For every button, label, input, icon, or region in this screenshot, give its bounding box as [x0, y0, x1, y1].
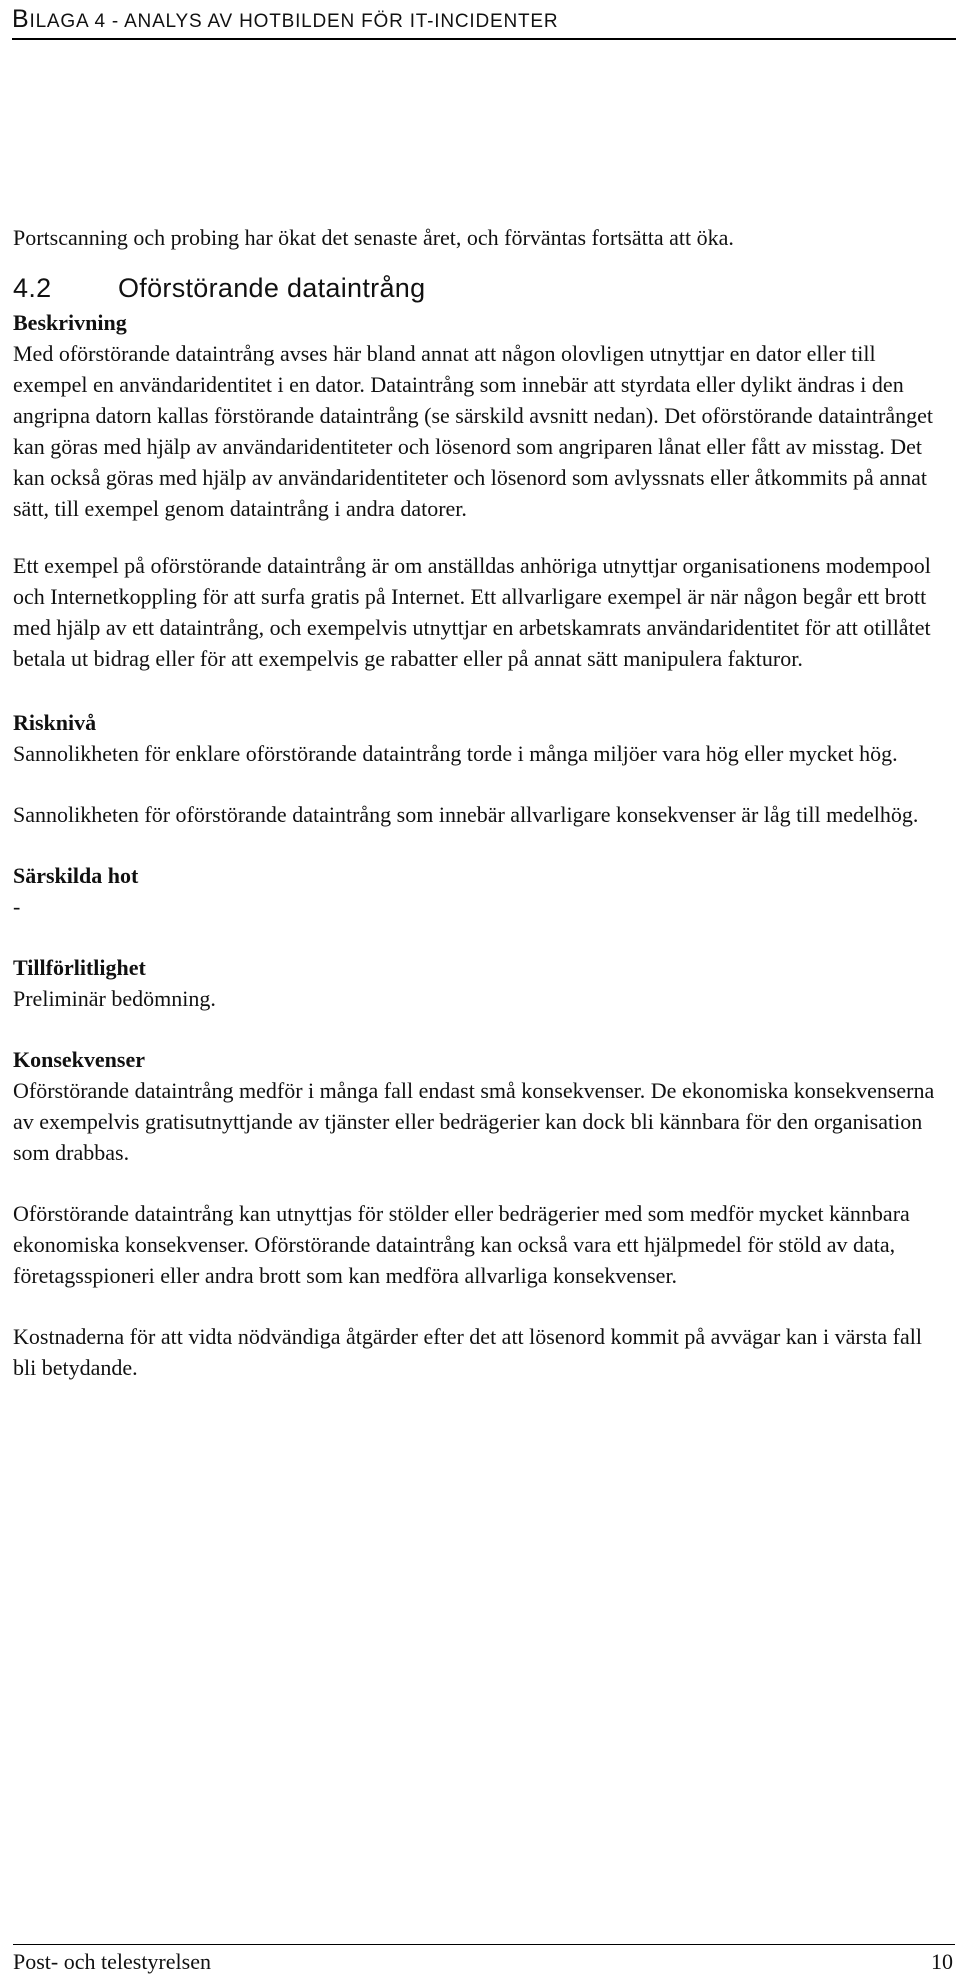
intro-paragraph: Portscanning och probing har ökat det senaste året, och förväntas fortsätta att öka.	[13, 225, 734, 250]
section-heading	[13, 271, 943, 305]
konsekvenser-paragraph-3: Kostnaderna för att vidta nödvändiga åtgärder efter det att lösenord kommit på avvägar kan i värsta fall bli betydande.	[13, 1324, 922, 1380]
riskniva-heading: Risknivå	[13, 710, 97, 735]
sarskilda-hot-text: -	[13, 894, 21, 919]
beskrivning-paragraph-2: Ett exempel på oförstörande dataintrång är om anställdas anhöriga utnyttjar organisationens modempool och Internetkoppling för att surfa gratis på Internet. Ett allvarligare exempel är när någon begår ett brott med hjälp av ett dataintrång, och exempelvis utnyttjar en arbetskamrats användaridentitet för att otillåtet betala ut bidrag eller för att exempelvis ge rabatter eller på annat sätt manipulera fakturor.	[13, 553, 931, 671]
section-number: 4.2	[13, 273, 52, 303]
riskniva-paragraph-1: Sannolikheten för enklare oförstörande dataintrång torde i många miljöer vara hög eller mycket hög.	[13, 741, 898, 766]
footer-organization: Post- och telestyrelsen	[13, 1949, 211, 1974]
beskrivning-heading: Beskrivning	[13, 310, 127, 335]
main-content	[13, 222, 943, 1383]
header-title: ILAGA 4 - ANALYS AV HOTBILDEN FÖR IT-INCIDENTER	[29, 11, 559, 32]
tillforlitlighet-heading: Tillförlitlighet	[13, 955, 146, 980]
konsekvenser-paragraph-1: Oförstörande dataintrång medför i många fall endast små konsekvenser. De ekonomiska konsekvenserna av exempelvis gratisutnyttjande av tjänster eller bedrägerier kan dock bli kännbara för den organisation som drabbas.	[13, 1078, 935, 1165]
sarskilda-hot-heading: Särskilda hot	[13, 863, 139, 888]
konsekvenser-heading: Konsekvenser	[13, 1047, 145, 1072]
section-title: Oförstörande dataintrång	[118, 273, 426, 303]
beskrivning-paragraph-1: Med oförstörande dataintrång avses här bland annat att någon olovligen utnyttjar en dator eller till exempel en användaridentitet i en dator. Dataintrång som innebär att styrdata eller dylikt ändras i den angripna datorn kallas förstörande dataintrång (se särskild avsnitt nedan). Det oförstörande dataintrånget kan göras med hjälp av användaridentiteter och lösenord som angriparen lånat eller fått av misstag. Det kan också göras med hjälp av användaridentiteter och lösenord som avlyssnats eller åtkommits på annat sätt, till exempel genom dataintrång i andra datorer.	[13, 341, 934, 521]
page-footer	[13, 1944, 955, 1977]
header-initial: B	[12, 5, 30, 33]
konsekvenser-paragraph-2: Oförstörande dataintrång kan utnyttjas för stölder eller bedrägerier med som medför mycket kännbara ekonomiska konsekvenser. Oförstörande dataintrång kan också vara ett hjälpmedel för stöld av data, företagsspioneri eller andra brott som kan medföra allvarliga konsekvenser.	[13, 1201, 910, 1288]
riskniva-paragraph-2: Sannolikheten för oförstörande dataintrång som innebär allvarligare konsekvenser är låg till medelhög.	[13, 802, 919, 827]
page-number: 10	[931, 1949, 953, 1974]
tillforlitlighet-text: Preliminär bedömning.	[13, 986, 216, 1011]
running-header	[12, 4, 956, 40]
